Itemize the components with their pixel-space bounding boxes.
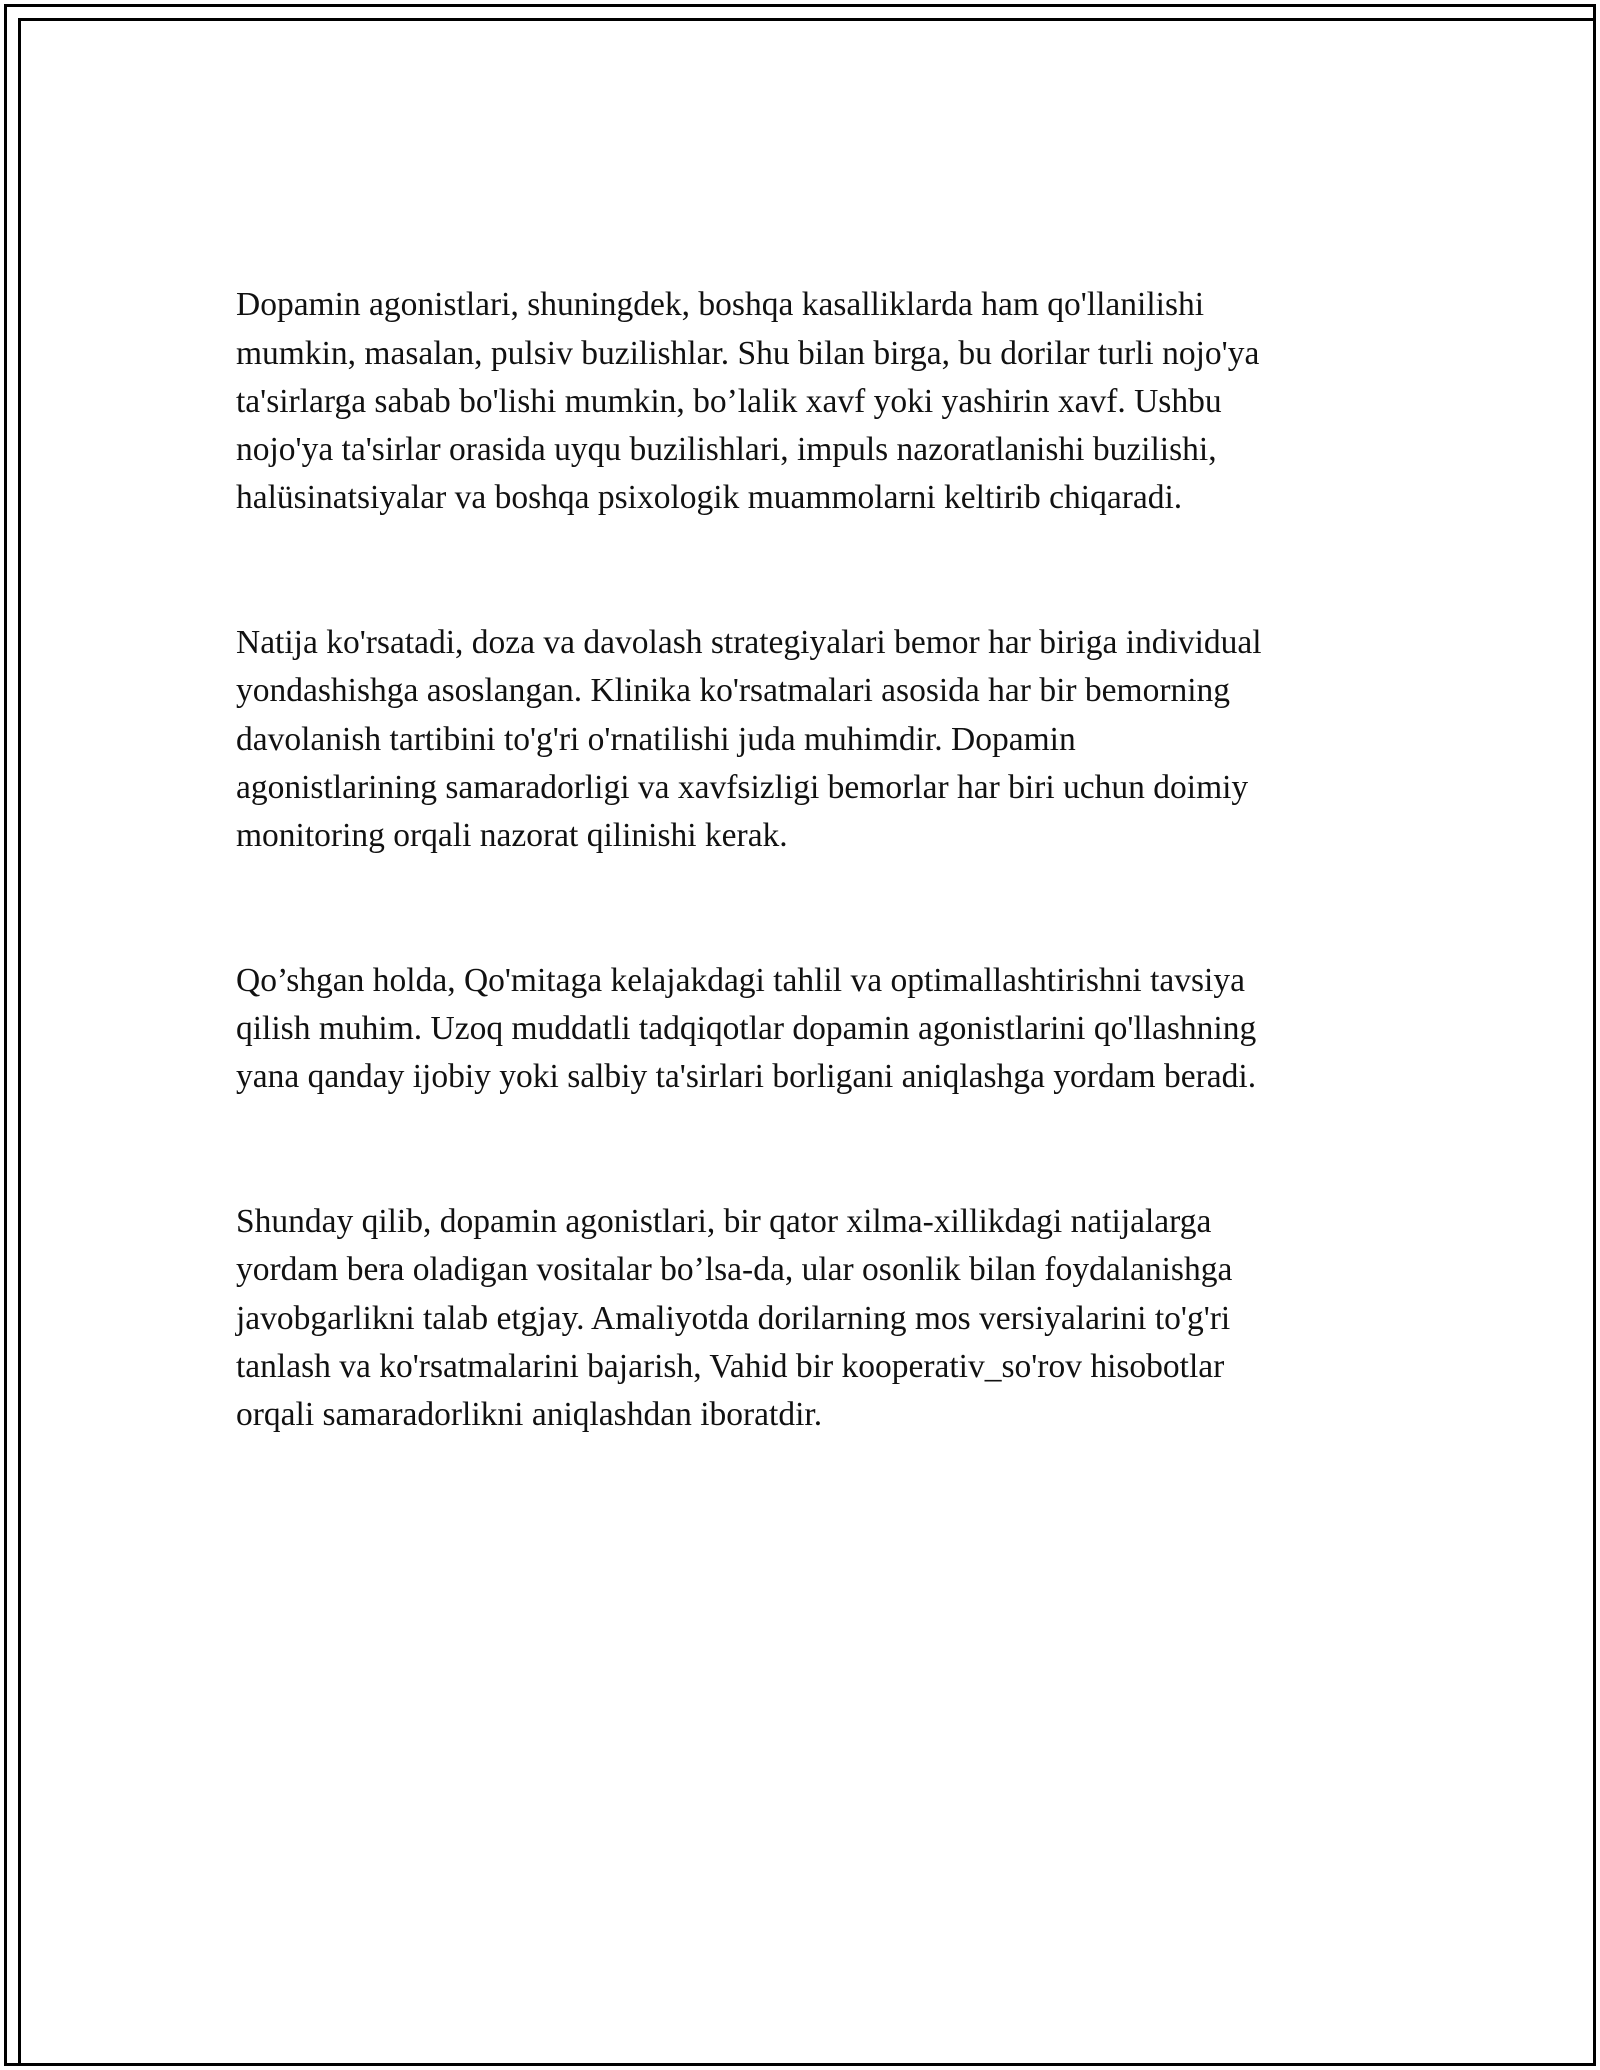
paragraph-2: Natija ko'rsatadi, doza va davolash strategiyalari bemor har biriga individual yondashishga asoslangan. Klinika ko'rsatmalari asosida har bir bemorning davolanish tartibini to'g'ri o'rnatilishi juda muhimdir. Dopamin agonistlarining samaradorligi va xavfsizligi bemorlar har biri uchun doimiy monitoring orqali nazorat qilinishi kerak. xyxy=(236,624,1262,855)
paragraph-1: Dopamin agonistlari, shuningdek, boshqa kasalliklarda ham qo'llanilishi mumkin, masalan, pulsiv buzilishlar. Shu bilan birga, bu dorilar turli nojo'ya ta'sirlarga sabab bo'lishi mumkin, bo’lalik xavf yoki yashirin xavf. Ushbu nojo'ya ta'sirlar orasida uyqu buzilishlari, impuls nazoratlanishi buzilishi, halüsinatsiyalar va boshqa psixologik muammolarni keltirib chiqaradi. xyxy=(236,286,1260,517)
paragraph-4: Shunday qilib, dopamin agonistlari, bir qator xilma-xillikdagi natijalarga yordam bera oladigan vositalar bo’lsa-da, ular osonlik bilan foydalanishga javobgarlikni talab etgjay. Amaliyotda dorilarning mos versiyalarini to'g'ri tanlash va ko'rsatmalarini bajarish, Vahid bir kooperativ_so'rov hisobotlar orqali samaradorlikni aniqlashdan iboratdir. xyxy=(236,1203,1233,1434)
document-body xyxy=(236,233,1386,1536)
paragraph-3: Qo’shgan holda, Qo'mitaga kelajakdagi tahlil va optimallashtirishni tavsiya qilish muhim. Uzoq muddatli tadqiqotlar dopamin agonistlarini qo'llashning yana qanday ijobiy yoki salbiy ta'sirlari borligani aniqlashga yordam beradi. xyxy=(236,961,1257,1096)
